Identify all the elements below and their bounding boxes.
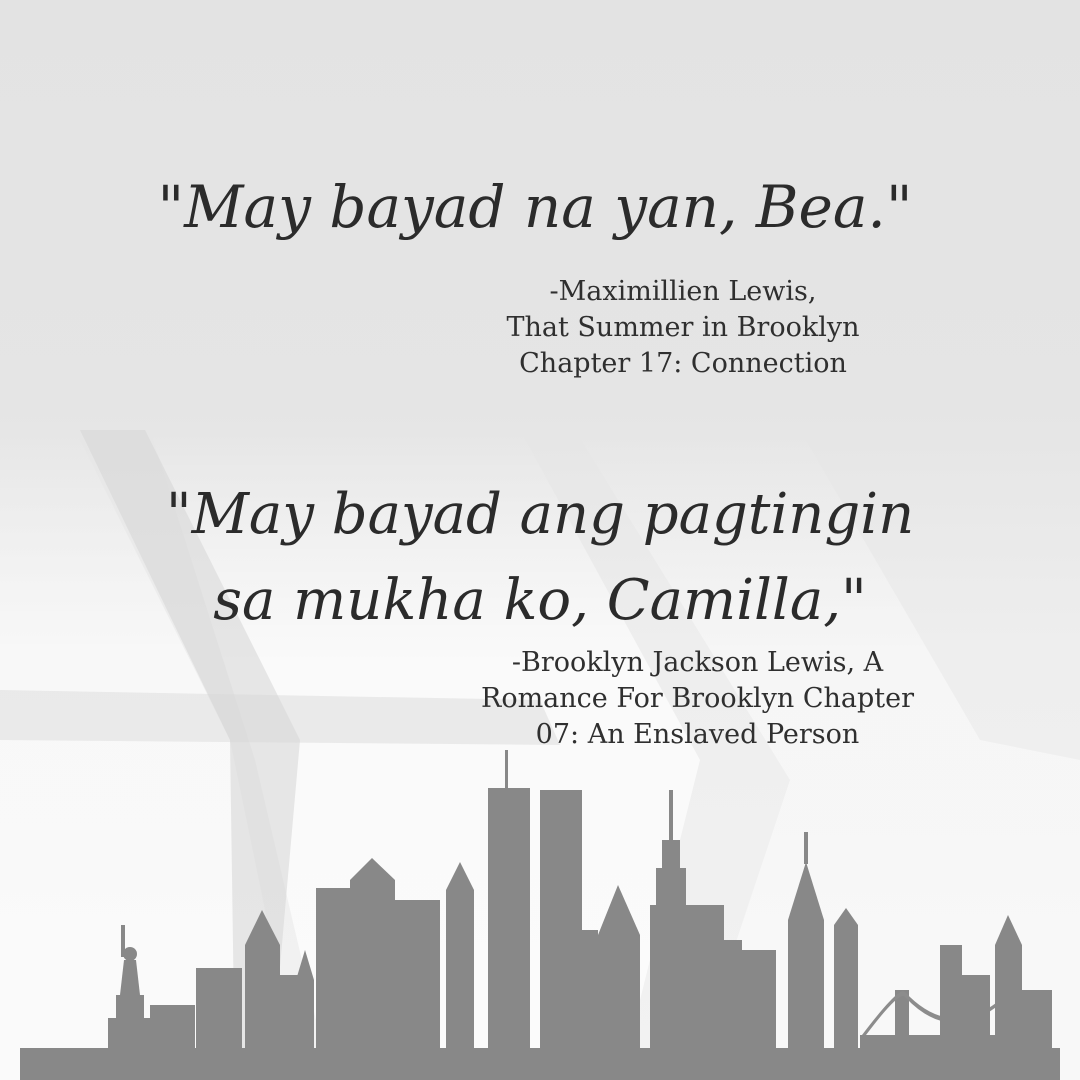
quote-2-attribution bbox=[445, 645, 950, 753]
quote-1-attribution bbox=[468, 274, 898, 382]
quote-line: "May bayad ang pagtingin bbox=[165, 482, 915, 547]
attribution-line: That Summer in Brooklyn bbox=[506, 312, 860, 343]
attribution-line: 07: An Enslaved Person bbox=[535, 719, 860, 750]
attribution-line: -Brooklyn Jackson Lewis, A bbox=[511, 647, 884, 678]
chrysler-building-icon bbox=[788, 832, 824, 1050]
quote-1-text: "May bayad na yan, Bea." bbox=[157, 173, 913, 241]
quote-2-text bbox=[0, 472, 1080, 644]
attribution-line: -Maximillien Lewis, bbox=[549, 276, 817, 307]
attribution-line: Chapter 17: Connection bbox=[519, 348, 847, 379]
statue-of-liberty-icon bbox=[108, 925, 152, 1050]
new-york-city-skyline-silhouette bbox=[0, 750, 1080, 1080]
quote-line: sa mukha ko, Camilla," bbox=[213, 568, 867, 633]
empire-state-building-icon bbox=[650, 790, 692, 1050]
attribution-line: Romance For Brooklyn Chapter bbox=[480, 683, 914, 714]
